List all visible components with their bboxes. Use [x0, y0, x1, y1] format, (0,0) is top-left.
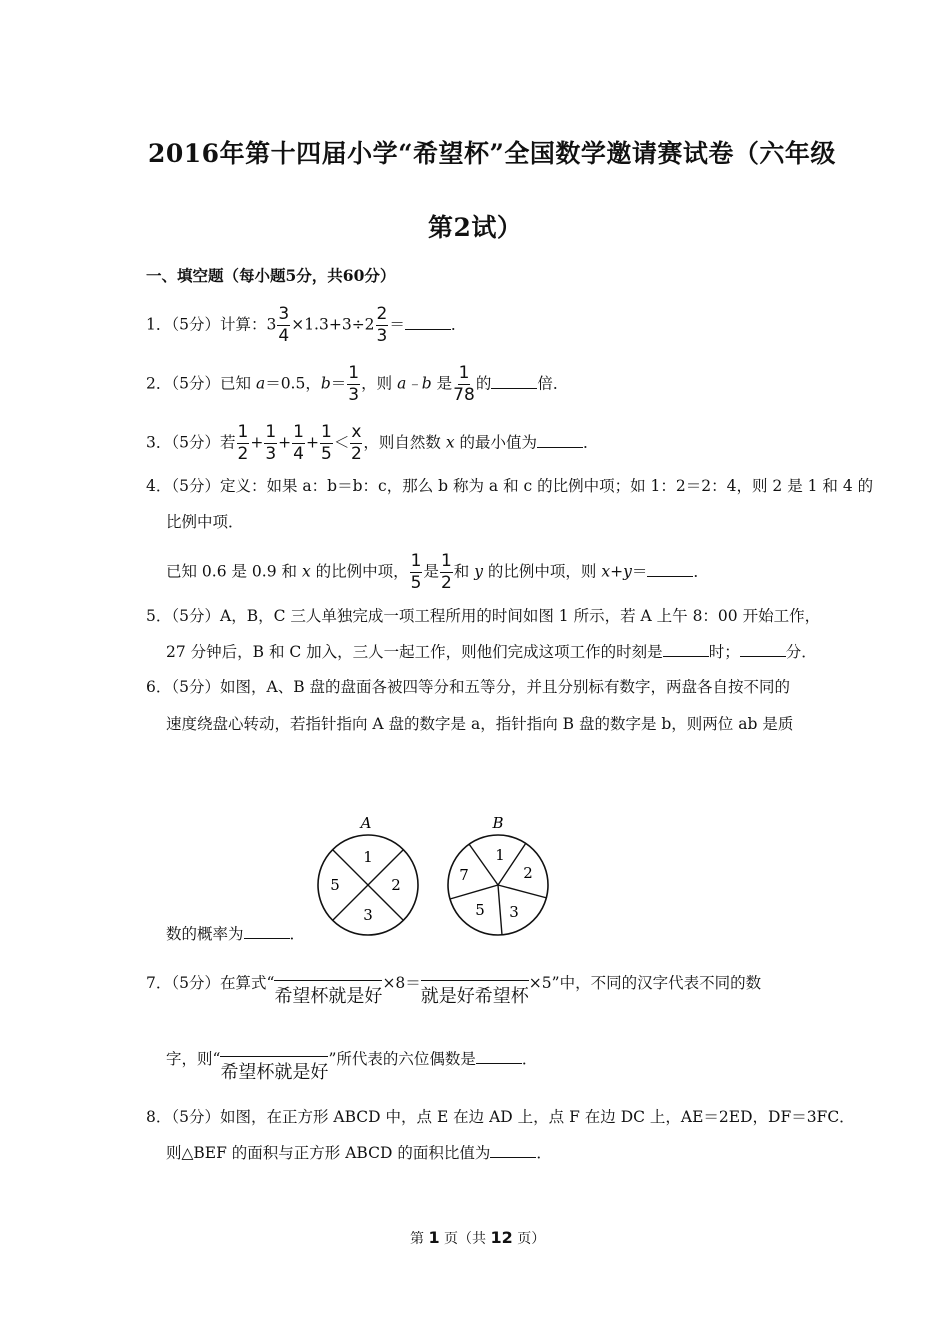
q7-word-2: 就是好希望杯	[421, 980, 529, 1007]
q3-fraction-3	[292, 423, 305, 464]
q3-fraction-1	[237, 423, 250, 464]
q3-frac1-den: 2	[237, 444, 249, 464]
disk-b-number-top: 1	[495, 846, 505, 864]
q4-l3b: 的比例中项，	[310, 562, 409, 581]
q5-points: （5分）	[171, 607, 220, 625]
question-7-line1	[146, 973, 761, 1007]
q3-var-x: x	[445, 433, 455, 452]
disk-b-figure	[442, 810, 554, 940]
q4-points: （5分）	[171, 477, 220, 495]
q6-number: 6．	[146, 678, 172, 696]
q5-line1: A，B，C 三人单独完成一项工程所用的时间如图 1 所示，若 A 上午 8：00 开始工作，	[220, 607, 821, 625]
q2-number: 2．	[146, 374, 172, 393]
q8-number: 8．	[146, 1108, 172, 1126]
q2-t3: ＝	[330, 374, 347, 393]
page-title-line2: 第2试）	[428, 213, 523, 242]
q5-minute-blank[interactable]	[740, 642, 786, 657]
q2-var-b: b	[320, 374, 331, 393]
question-6-line1	[146, 677, 790, 697]
q3-frac3-num: 1	[293, 422, 304, 442]
question-3	[146, 423, 599, 464]
q1-number: 1．	[146, 315, 172, 334]
q6-answer-blank[interactable]	[244, 924, 290, 939]
q3-frac5-den: 2	[350, 444, 362, 464]
q7-word-1: 希望杯就是好	[274, 980, 382, 1007]
q6-points: （5分）	[171, 678, 220, 696]
q4-fraction-2	[440, 552, 453, 593]
q3-frac4-den: 5	[321, 444, 332, 464]
q1-frac1-den: 4	[278, 326, 290, 346]
q7-l2b: ”所代表的六位偶数是	[328, 1050, 476, 1068]
q3-plus-1: +	[250, 433, 264, 452]
q7-t3: ×5”中，不同的汉字代表不同的数	[528, 974, 762, 992]
q3-points: （5分）	[171, 433, 220, 452]
q2-t6: 的	[475, 374, 492, 393]
q5-line2c: 分．	[785, 643, 817, 661]
q2-fraction-1	[347, 364, 360, 405]
question-8-line2	[166, 1143, 552, 1163]
q1-mid: ×1.3+3÷2	[291, 315, 375, 334]
q3-frac2-num: 1	[265, 422, 277, 442]
q2-points: （5分）	[171, 374, 220, 393]
q1-tail: ．	[450, 315, 467, 334]
q1-text: 计算：3	[220, 315, 277, 334]
q3-frac5-num: x	[351, 422, 362, 442]
q3-fraction-5	[350, 423, 362, 464]
q4-var-y: y	[474, 562, 483, 581]
q3-fraction-2	[264, 423, 277, 464]
q1-points: （5分）	[171, 315, 220, 334]
q4-fraction-1	[410, 552, 423, 593]
footer-total-pages: 12	[490, 1228, 513, 1247]
q7-number: 7．	[146, 974, 172, 992]
q1-fraction-2	[376, 305, 389, 346]
q7-word-3: 希望杯就是好	[220, 1056, 328, 1083]
q4-l3a: 已知 0.6 是 0.9 和	[166, 562, 302, 581]
disk-b-divider-5	[450, 885, 498, 899]
footer-page-number: 1	[428, 1228, 440, 1247]
q4-frac1-num: 1	[410, 551, 422, 571]
q3-answer-blank[interactable]	[537, 433, 583, 448]
disk-b-number-right: 2	[523, 864, 533, 882]
question-6-line3	[166, 924, 305, 944]
q2-t5: 是	[431, 374, 453, 393]
q8-line2: 则△BEF 的面积与正方形 ABCD 的面积比值为	[166, 1144, 491, 1162]
q1-frac1-num: 3	[278, 304, 290, 324]
q4-l3c: 是	[423, 562, 439, 581]
disk-b-number-bottom-right: 3	[509, 903, 519, 921]
question-5-line2	[166, 642, 817, 662]
question-8-line1	[146, 1107, 855, 1127]
q2-fraction-2	[453, 364, 475, 405]
q4-frac1-den: 5	[410, 573, 422, 593]
q1-equals: ＝	[389, 315, 405, 334]
q3-plus-3: +	[306, 433, 319, 452]
q4-expr-xy: x+y	[601, 562, 632, 581]
section-heading: 一、填空题（每小题5分，共60分）	[146, 266, 396, 285]
q7-tail: ．	[521, 1050, 538, 1068]
disk-b-divider-1	[469, 844, 498, 885]
q8-line1: 如图，在正方形 ABCD 中，点 E 在边 AD 上，点 F 在边 DC 上，AE＝2ED，DF＝3FC．	[220, 1108, 855, 1126]
question-5-line1	[146, 606, 820, 626]
q4-frac2-num: 1	[440, 551, 452, 571]
q5-number: 5．	[146, 607, 172, 625]
q2-t2: ＝0.5，	[265, 374, 321, 393]
question-1	[146, 305, 466, 346]
disk-a-label: A	[360, 814, 372, 832]
q5-hour-blank[interactable]	[663, 642, 709, 657]
q1-fraction-1	[277, 305, 290, 346]
disk-b-divider-4	[498, 885, 502, 935]
q3-number: 3．	[146, 433, 172, 452]
q7-l2a: 字，则“	[166, 1050, 221, 1068]
disk-b-number-bottom-left: 5	[475, 901, 485, 919]
disk-a-number-top: 1	[363, 848, 373, 866]
question-6-line2: 速度绕盘心转动，若指针指向 A 盘的数字是 a，指针指向 B 盘的数字是 b，则两位 ab 是质	[166, 715, 794, 733]
q3-t1: 若	[220, 433, 236, 452]
disk-a-number-left: 5	[330, 876, 340, 894]
q3-fraction-4	[320, 423, 333, 464]
q4-answer-blank[interactable]	[647, 562, 693, 577]
q6-tail: ．	[289, 925, 306, 943]
q8-tail: ．	[536, 1144, 552, 1162]
disk-b-number-left: 7	[459, 866, 469, 884]
q4-line1: 定义：如果 a：b＝b：c，那么 b 称为 a 和 c 的比例中项；如 1：2＝2：4，则 2 是 1 和 4 的	[220, 477, 874, 495]
q5-line2b: 时；	[708, 643, 740, 661]
q2-frac2-num: 1	[458, 363, 470, 383]
q1-answer-blank[interactable]	[405, 315, 451, 330]
q2-tail: 倍．	[537, 374, 569, 393]
q2-frac2-den: 78	[453, 385, 475, 405]
q1-frac2-num: 2	[376, 304, 388, 324]
q3-frac3-den: 4	[293, 444, 304, 464]
question-4-line2: 比例中项．	[166, 513, 244, 531]
q6-line1: 如图，A、B 盘的盘面各被四等分和五等分，并且分别标有数字，两盘各自按不同的	[220, 678, 791, 696]
disk-a-number-bottom: 3	[363, 906, 373, 924]
disk-b-divider-3	[498, 885, 547, 898]
question-4-line3	[166, 552, 709, 593]
footer-middle: 页（共	[439, 1231, 491, 1247]
q4-number: 4．	[146, 477, 172, 495]
footer-prefix: 第	[410, 1231, 429, 1247]
q2-t4: ，则	[361, 374, 398, 393]
q8-points: （5分）	[171, 1108, 220, 1126]
q5-line2a: 27 分钟后，B 和 C 加入，三人一起工作，则他们完成这项工作的时刻是	[166, 643, 663, 661]
q7-t1: 在算式“	[220, 974, 275, 992]
page-title-line1: 2016年第十四届小学“希望杯”全国数学邀请赛试卷（六年级	[148, 139, 836, 168]
q3-t3: 的最小值为	[454, 433, 538, 452]
q7-t2: ×8＝	[382, 974, 421, 992]
q1-frac2-den: 3	[376, 326, 388, 346]
q8-answer-blank[interactable]	[490, 1143, 536, 1158]
q7-points: （5分）	[171, 974, 220, 992]
question-4-line1	[146, 476, 873, 496]
q3-frac2-den: 3	[265, 444, 277, 464]
q4-l3f: ＝	[631, 562, 648, 581]
q2-answer-blank[interactable]	[491, 374, 537, 389]
q3-less-than: ＜	[333, 433, 350, 452]
q4-var-x: x	[301, 562, 311, 581]
question-7-line2	[166, 1049, 537, 1083]
q3-frac1-num: 1	[237, 422, 249, 442]
footer-suffix: 页）	[512, 1231, 546, 1247]
q3-plus-2: +	[278, 433, 292, 452]
q7-answer-blank[interactable]	[476, 1049, 522, 1064]
q4-l3e: 的比例中项，则	[483, 562, 602, 581]
q2-t1: 已知	[220, 374, 256, 393]
q2-frac1-num: 1	[348, 363, 360, 383]
q3-frac4-num: 1	[321, 422, 332, 442]
q4-frac2-den: 2	[440, 573, 452, 593]
disk-a-figure	[312, 810, 424, 940]
q2-var-a: a	[255, 374, 266, 393]
q4-l3d: 和	[453, 562, 475, 581]
page-footer	[410, 1228, 545, 1248]
q2-frac1-den: 3	[348, 385, 360, 405]
q3-t2: ，则自然数	[363, 433, 446, 452]
question-2	[146, 364, 568, 405]
q3-tail: ．	[583, 433, 599, 452]
disk-a-number-right: 2	[391, 876, 401, 894]
q2-expr: a﹣b	[397, 374, 432, 393]
disk-b-label: B	[492, 814, 504, 832]
q6-line3: 数的概率为	[166, 925, 244, 943]
q4-tail: ．	[693, 562, 709, 581]
